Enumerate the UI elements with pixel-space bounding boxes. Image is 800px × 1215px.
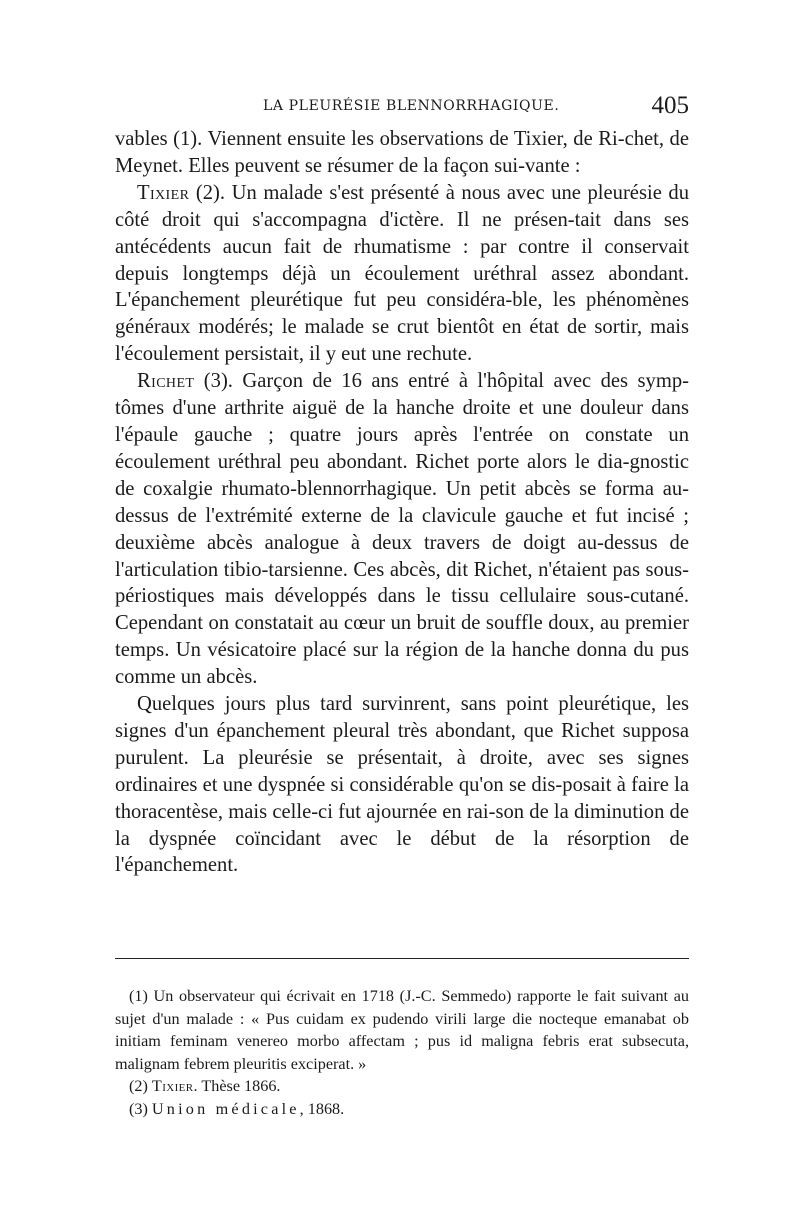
footnote-2 (115, 1075, 689, 1098)
paragraph-tixier (115, 180, 689, 368)
footnote-3 (115, 1098, 689, 1121)
author-name-tixier: Tixier (137, 181, 190, 204)
author-name-richet: Richet (137, 370, 195, 393)
footnote-3-journal: Union médicale (151, 1099, 300, 1118)
paragraph-pleurisy: Quelques jours plus tard survinrent, sans point pleurétique, les signes d'un épanchement pleural très abondant, que Richet supposa purulent. La pleurésie se présentait, à droite, avec ses signes ordinaires et une dyspnée si considérable qu'on se dis-posait à faire la thoracentèse, mais celle-ci fut ajournée en rai-son de la diminution de la dyspnée coïncidant avec le début de la résorption de l'épanchement. (115, 693, 689, 877)
paragraph-tixier-text: (2). Un malade s'est présenté à nous avec une pleurésie du côté droit qui s'accompagna d'ictère. Il ne présen-tait dans ses antécédents aucun fait de rhumatisme : par contre il conservait depuis longtemps déjà un écoulement uréthral assez abondant. L'épanchement pleurétique fut peu considéra-ble, les phénomènes généraux modérés; le malade se crut bientôt en état de sortir, mais l'écoulement persistait, il y eut une rechute. (115, 181, 689, 366)
footnote-3-text: , 1868. (299, 1099, 345, 1118)
main-text (115, 126, 689, 879)
footnote-separator (115, 958, 689, 959)
footnote-2-author: Tixier (151, 1077, 194, 1095)
paragraph-richet-text: (3). Garçon de 16 ans entré à l'hôpital avec des symp-tômes d'une arthrite aiguë de la hanche droite et une douleur dans l'épaule gauche ; quatre jours après l'entrée on constate un écoulement uréthral peu abondant. Richet porte alors le dia-gnostic de coxalgie rhumato-blennorrhagique. Un petit abcès se forma au-dessus de l'extrémité externe de la clavicule gauche et fut incisé ; deuxième abcès analogue à deux travers de doigt au-dessus de l'articulation tibio-tarsienne. Ces abcès, dit Richet, n'étaient pas sous-périostiques mais développés dans le tissu cellulaire sous-cutané. Cependant on constatait au cœur un bruit de souffle doux, au premier temps. Un vésicatoire placé sur la région de la hanche donna du pus comme un abcès. (115, 370, 689, 689)
footnote-2-number: (2) (129, 1077, 152, 1095)
running-title: LA PLEURÉSIE BLENNORRHAGIQUE. (263, 98, 560, 114)
footnote-1: (1) Un observateur qui écrivait en 1718 (J.-C. Semmedo) rapporte le fait suivant au sujet d'un malade : « Pus cuidam ex pudendo virili large die nocteque emanabat ob initiam feminam venereo morbo affectam ; pus id maligna febris erat subsecuta, malignam febrem pleuritis exciperat. » (115, 987, 689, 1073)
paragraph-continuation: vables (1). Viennent ensuite les observations de Tixier, de Ri-chet, de Meynet. Elles peuvent se résumer de la façon sui-vante : (115, 128, 689, 177)
footnote-3-number: (3) (129, 1099, 152, 1118)
footnote-2-text: . Thèse 1866. (193, 1077, 281, 1095)
page-number: 405 (651, 92, 689, 119)
paragraph-richet (115, 368, 689, 691)
running-head (115, 92, 689, 122)
footnotes (115, 985, 689, 1120)
